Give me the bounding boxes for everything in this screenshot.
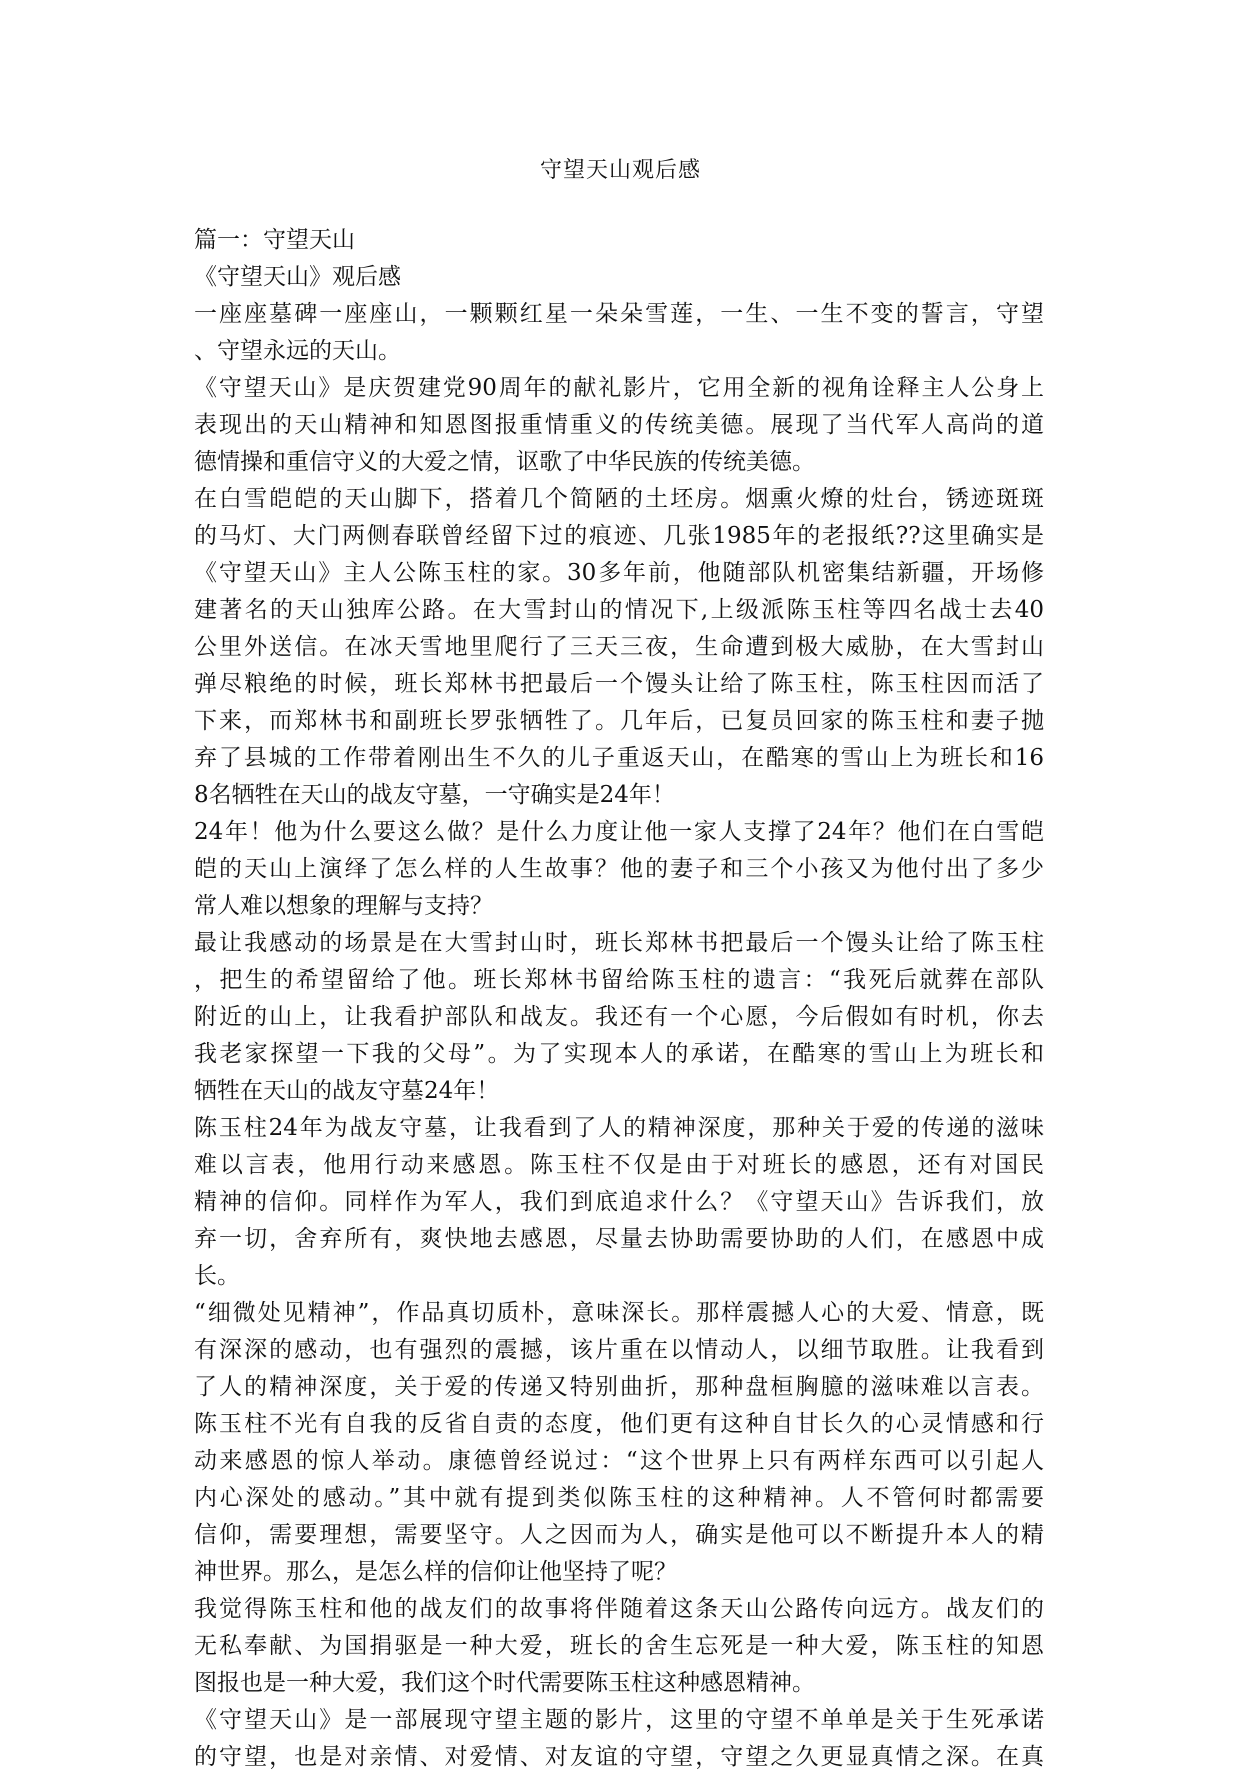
text-line: 24年！他为什么要这么做？是什么力度让他一家人支撑了24年？他们在白雪皑 [194, 819, 1044, 845]
text-line: 《守望天山》是庆贺建党90周年的献礼影片，它用全新的视角诠释主人公身上 [194, 375, 1044, 401]
text-line: 弃了县城的工作带着刚出生不久的儿子重返天山，在酷寒的雪山上为班长和16 [194, 745, 1044, 771]
text-line: 陈玉柱24年为战友守墓，让我看到了人的精神深度，那种关于爱的传递的滋味 [194, 1115, 1044, 1141]
text-line: 动来感恩的惊人举动。康德曾经说过：“这个世界上只有两样东西可以引起人 [194, 1448, 1044, 1474]
text-line: 在白雪皑皑的天山脚下，搭着几个简陋的土坯房。烟熏火燎的灶台，锈迹斑斑 [194, 486, 1044, 512]
document-body [194, 222, 1044, 1776]
text-line: ，把生的希望留给了他。班长郑林书留给陈玉柱的遗言：“我死后就葬在部队 [194, 967, 1044, 993]
text-line: 8名牺牲在天山的战友守墓，一守确实是24年！ [194, 782, 675, 808]
text-line: 、守望永远的天山。 [194, 338, 401, 364]
text-line: 的守望，也是对亲情、对爱情、对友谊的守望，守望之久更显真情之深。在真 [194, 1744, 1044, 1770]
text-line: 的马灯、大门两侧春联曾经留下过的痕迹、几张1985年的老报纸??这里确实是 [194, 523, 1044, 549]
text-line: 弹尽粮绝的时候，班长郑林书把最后一个馒头让给了陈玉柱，陈玉柱因而活了 [194, 671, 1044, 697]
text-line: 有深深的感动，也有强烈的震撼，该片重在以情动人，以细节取胜。让我看到 [194, 1337, 1044, 1363]
text-line: 我觉得陈玉柱和他的战友们的故事将伴随着这条天山公路传向远方。战友们的 [194, 1596, 1044, 1622]
text-line: 最让我感动的场景是在大雪封山时，班长郑林书把最后一个馒头让给了陈玉柱 [194, 930, 1044, 956]
text-line: 难以言表，他用行动来感恩。陈玉柱不仅是由于对班长的感恩，还有对国民 [194, 1152, 1044, 1178]
text-line: 图报也是一种大爱，我们这个时代需要陈玉柱这种感恩精神。 [194, 1670, 815, 1696]
text-line: 《守望天山》观后感 [194, 264, 401, 290]
text-line: “细微处见精神”，作品真切质朴，意味深长。那样震撼人心的大爱、情意，既 [194, 1300, 1044, 1326]
text-line: 精神的信仰。同样作为军人，我们到底追求什么？《守望天山》告诉我们，放 [194, 1189, 1044, 1215]
text-line: 皑的天山上演绎了怎么样的人生故事？他的妻子和三个小孩又为他付出了多少 [194, 856, 1044, 882]
text-line: 下来，而郑林书和副班长罗张牺牲了。几年后，已复员回家的陈玉柱和妻子抛 [194, 708, 1044, 734]
text-line: 无私奉献、为国捐驱是一种大爱，班长的舍生忘死是一种大爱，陈玉柱的知恩 [194, 1633, 1044, 1659]
text-line: 内心深处的感动。”其中就有提到类似陈玉柱的这种精神。人不管何时都需要 [194, 1485, 1044, 1511]
text-line: 弃一切，舍弃所有，爽快地去感恩，尽量去协助需要协助的人们，在感恩中成 [194, 1226, 1044, 1252]
text-line: 神世界。那么，是怎么样的信仰让他坚持了呢？ [194, 1559, 677, 1585]
text-line: 德情操和重信守义的大爱之情，讴歌了中华民族的传统美德。 [194, 449, 815, 475]
text-line: 篇一：守望天山 [194, 227, 355, 253]
text-line: 公里外送信。在冰天雪地里爬行了三天三夜，生命遭到极大威胁，在大雪封山 [194, 634, 1044, 660]
text-line: 表现出的天山精神和知恩图报重情重义的传统美德。展现了当代军人高尚的道 [194, 412, 1044, 438]
text-line: 长。 [194, 1263, 240, 1289]
text-line: 一座座墓碑一座座山，一颗颗红星一朵朵雪莲，一生、一生不变的誓言，守望 [194, 301, 1044, 327]
text-line: 我老家探望一下我的父母”。为了实现本人的承诺，在酷寒的雪山上为班长和 [194, 1041, 1044, 1067]
text-line: 附近的山上，让我看护部队和战友。我还有一个心愿，今后假如有时机，你去 [194, 1004, 1044, 1030]
text-line: 了人的精神深度，关于爱的传递又特别曲折，那种盘桓胸臆的滋味难以言表。 [194, 1374, 1044, 1400]
text-line: 牺牲在天山的战友守墓24年！ [194, 1078, 500, 1104]
document-title: 守望天山观后感 [539, 158, 701, 183]
text-line: 信仰，需要理想，需要坚守。人之因而为人，确实是他可以不断提升本人的精 [194, 1522, 1044, 1548]
text-line: 《守望天山》主人公陈玉柱的家。30多年前，他随部队机密集结新疆，开场修 [194, 560, 1044, 586]
text-line: 建著名的天山独库公路。在大雪封山的情况下,上级派陈玉柱等四名战士去40 [194, 597, 1044, 623]
text-line: 陈玉柱不光有自我的反省自责的态度，他们更有这种自甘长久的心灵情感和行 [194, 1411, 1044, 1437]
text-line: 《守望天山》是一部展现守望主题的影片，这里的守望不单单是关于生死承诺 [194, 1707, 1044, 1733]
text-line: 常人难以想象的理解与支持？ [194, 893, 493, 919]
